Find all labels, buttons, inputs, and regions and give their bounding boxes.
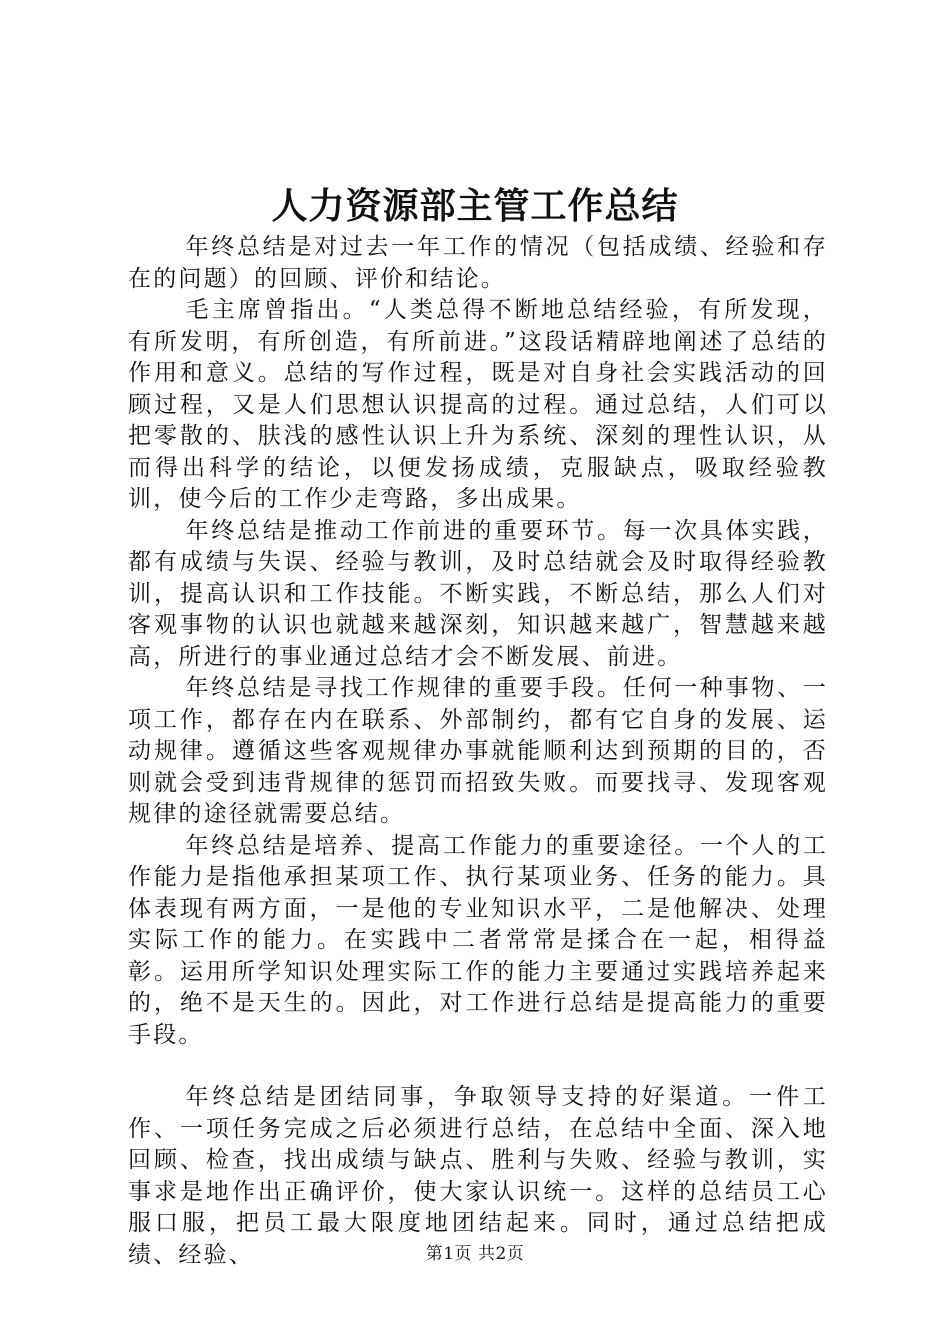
page-number-footer: 第1页 共2页 bbox=[425, 1244, 525, 1264]
document-body bbox=[128, 232, 828, 1271]
document-title: 人力资源部主管工作总结 bbox=[271, 185, 679, 227]
paragraph-rules: 年终总结是寻找工作规律的重要手段。任何一种事物、一项工作，都存在内在联系、外部制约，都有它自身的发展、运动规律。遵循这些客观规律办事就能顺利达到预期的目的，否则就会受到违背规律的惩罚而招致失败。而要找寻、发现客观规律的途径就需要总结。 bbox=[128, 675, 828, 827]
paragraph-unity: 年终总结是团结同事，争取领导支持的好渠道。一件工作、一项任务完成之后必须进行总结，在总结中全面、深入地回顾、检查，找出成绩与缺点、胜利与失败、经验与教训，实事求是地作出正确评价，使大家认识统一。这样的总结员工心服口服，把员工最大限度地团结起来。同时，通过总结把成绩、经验、 bbox=[128, 1084, 828, 1268]
paragraph-intro: 年终总结是对过去一年工作的情况（包括成绩、经验和存在的问题）的回顾、评价和结论。 bbox=[128, 234, 828, 292]
paragraph-progress: 年终总结是推动工作前进的重要环节。每一次具体实践，都有成绩与失误、经验与教训，及时总结就会及时取得经验教训，提高认识和工作技能。不断实践，不断总结，那么人们对客观事物的认识也就越来越深刻，知识越来越广，智慧越来越高，所进行的事业通过总结才会不断发展、前进。 bbox=[128, 517, 828, 670]
paragraph-quote: 毛主席曾指出。“人类总得不断地总结经验，有所发现，有所发明，有所创造，有所前进。”这段话精辟地阐述了总结的作用和意义。总结的写作过程，既是对自身社会实践活动的回顾过程，又是人们思想认识提高的过程。通过总结，人们可以把零散的、肤浅的感性认识上升为系统、深刻的理性认识，从而得出科学的结论，以便发扬成绩，克服缺点，吸取经验教训，使今后的工作少走弯路，多出成果。 bbox=[128, 297, 828, 512]
paragraph-ability: 年终总结是培养、提高工作能力的重要途径。一个人的工作能力是指他承担某项工作、执行某项业务、任务的能力。具体表现有两方面，一是他的专业知识水平，二是他解决、处理实际工作的能力。在实践中二者常常是揉合在一起，相得益彰。运用所学知识处理实际工作的能力主要通过实践培养起来的，绝不是天生的。因此，对工作进行总结是提高能力的重要手段。 bbox=[128, 832, 828, 1048]
